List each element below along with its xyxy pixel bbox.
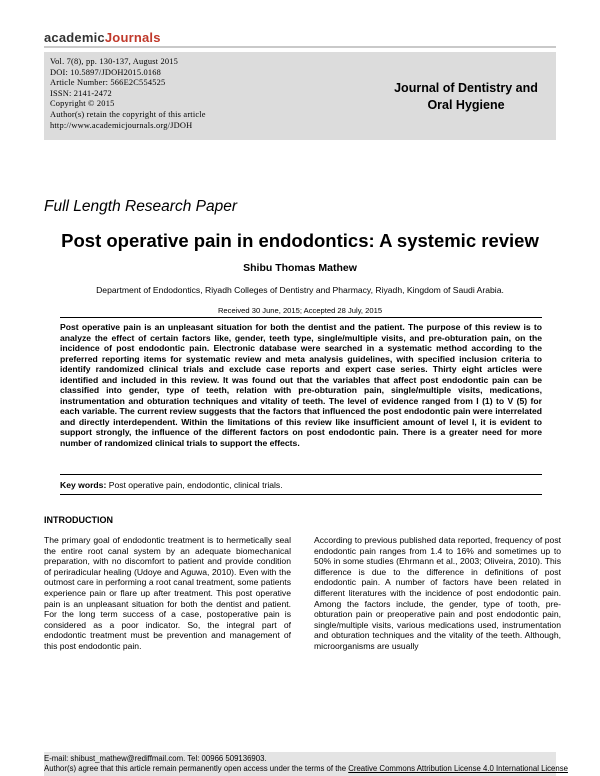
- meta-article-number: Article Number: 566E2C554525: [50, 78, 166, 88]
- footer-notes: [44, 754, 568, 774]
- journal-name: [372, 80, 560, 114]
- meta-volume: Vol. 7(8), pp. 130-137, August 2015: [50, 57, 179, 66]
- footer-license-prefix: Author(s) agree that this article remain permanently open access under the terms of the: [44, 763, 349, 773]
- meta-url[interactable]: http://www.academicjournals.org/JDOH: [50, 120, 193, 130]
- paper-type: Full Length Research Paper: [44, 198, 238, 215]
- abstract-bottom-rule: [60, 474, 542, 475]
- article-metadata: [50, 57, 206, 131]
- abstract-top-rule: [60, 317, 542, 318]
- footer-email: E-mail: shibust_mathew@rediffmail.com. Tel: 00966 509136903.: [44, 754, 267, 763]
- logo-academic-text: academic: [44, 30, 105, 45]
- publisher-logo: [44, 30, 161, 45]
- keywords-rule: [60, 494, 542, 495]
- author-name: Shibu Thomas Mathew: [243, 262, 357, 274]
- meta-rights: Author(s) retain the copyright of this article: [50, 109, 206, 119]
- abstract-text: Post operative pain is an unpleasant situation for both the dentist and the patient. The purpose of this review is to analyze the effect of certain factors like, gender, teeth type, single/multiple visits, and pre-obturation pain, on the incidence of post endodontic pain. Electronic database were searched in a systematic method according to the preferred reporting items for systematic review and meta analysis guidelines, with specified inclusion criteria to identify randomized clinical trials and exclude case reports and expert case series. Thirty eight articles were identified and included in this review. It was found out that the variables that affect post endodontic pain can be classified into gender, type of teeth, relation with pre-obturation pain, single/multiple visits, medications, instrumentation and obturation techniques and vitality of teeth. The level of evidence ranged from I (1) to V (5) for each variable. The current review suggests that the factors that influenced the post endodontic pain were interrelated and directly interdependent. Within the limitations of this review like insufficient amount of level I, it is evident to support strongly, the influence of the different factors on post endodontic pain. There is a greater need for more number of randomized clinical trials to support the effects.: [60, 322, 542, 449]
- section-heading-introduction: INTRODUCTION: [44, 515, 113, 525]
- intro-column-left: The primary goal of endodontic treatment is to hermetically seal the entire root canal system by an adequate biomechanical preparation, with no discomfort to patient and provide condition of periradicular healing (Udoye and Aguwa, 2010). Even with the outmost care in performing a root canal treatment, some patients experience pain or flare up after treatment. This post operative pain is an unpleasant situation for both the dentist and patient. For the long term success of a case, postoperative pain is considered as a poor indicator. So, the integral part of endodontic treatment must be prevention and management of this post endodontic pain.: [44, 535, 291, 651]
- intro-column-right: According to previous published data reported, frequency of post endodontic pain ranges from 1.4 to 16% and sometimes up to 50% in some studies (Ehrmann et al., 2003; Oliveira, 2010). This difference is due to the difference in definitions of post endodontic pain. A number of factors have been related in different literatures with the incidence of post endodontic pain. Among the factors include, the gender, type of tooth, pre-obturation pain or preoperative pain and post endodontic pain, single/multiple visits, various medications used, instrumentation and obturation techniques and the vitality of the teeth. Although, microorganisms are usually: [314, 535, 561, 651]
- author-affiliation: Department of Endodontics, Riyadh Colleges of Dentistry and Pharmacy, Riyadh, Kingdom of Saudi Arabia.: [96, 285, 504, 295]
- journal-name-line1: Journal of Dentistry and: [394, 81, 538, 95]
- received-dates: Received 30 June, 2015; Accepted 28 July, 2015: [217, 306, 383, 315]
- footer-license: [44, 764, 568, 774]
- keywords: [60, 480, 283, 490]
- meta-issn: ISSN: 2141-2472: [50, 88, 112, 98]
- meta-doi: DOI: 10.5897/JDOH2015.0168: [50, 67, 162, 77]
- footer-license-link[interactable]: Creative Commons Attribution License 4.0 International License: [348, 763, 568, 773]
- header-divider: [44, 46, 556, 48]
- keywords-label: Key words:: [60, 480, 107, 490]
- keywords-text: Post operative pain, endodontic, clinical trials.: [108, 480, 283, 490]
- paper-title: Post operative pain in endodontics: A systemic review: [61, 230, 539, 251]
- journal-name-line2: Oral Hygiene: [427, 98, 505, 112]
- meta-copyright: Copyright © 2015: [50, 99, 115, 109]
- logo-journals-text: Journals: [104, 30, 161, 45]
